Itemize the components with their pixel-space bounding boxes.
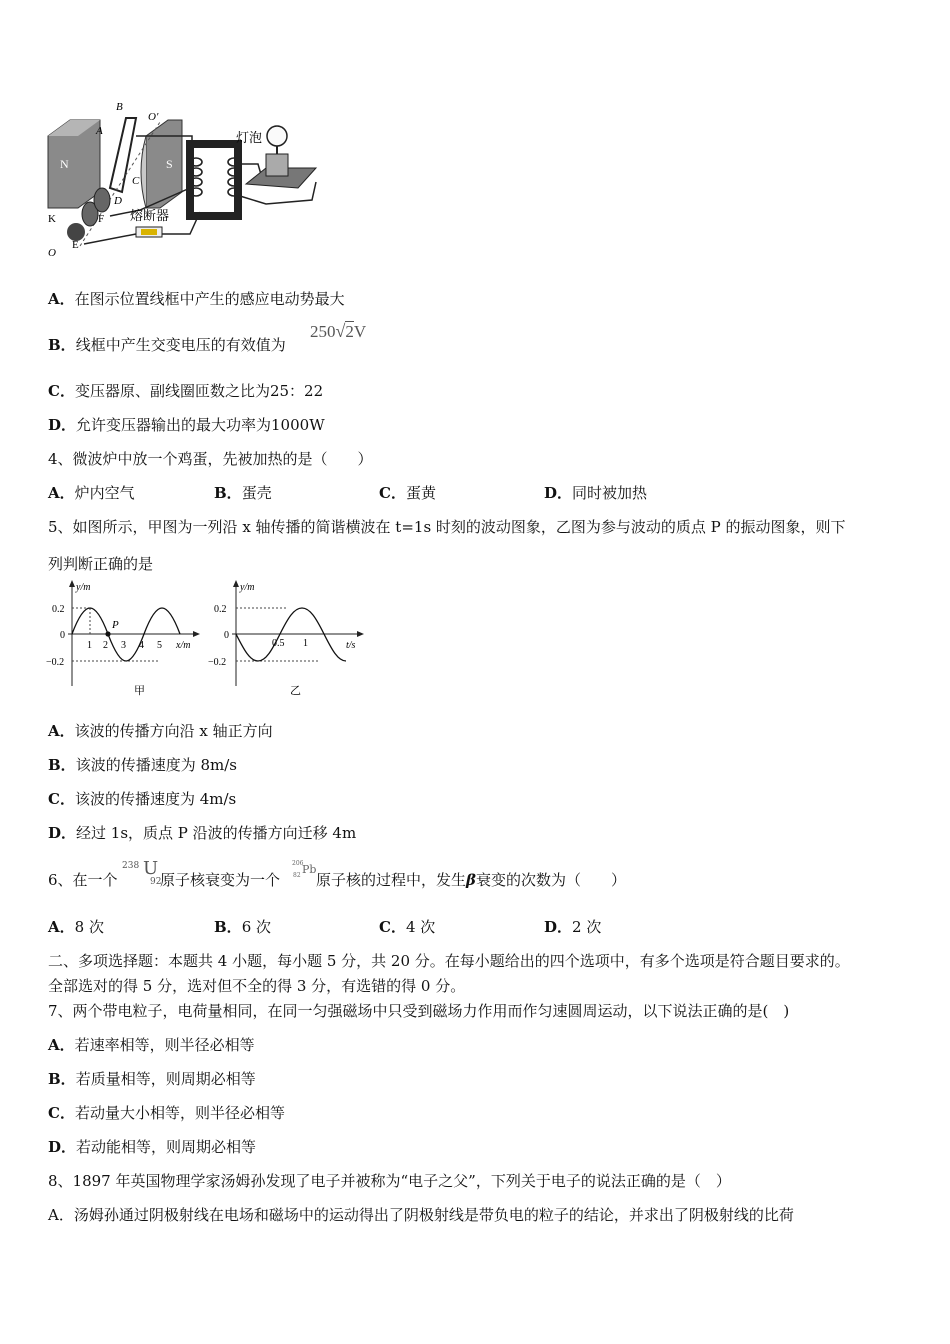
point-p <box>105 631 110 636</box>
q6-option-d[interactable] <box>544 916 601 937</box>
q5-option-b[interactable] <box>48 754 237 775</box>
magnet-n-label: N <box>60 157 69 171</box>
q7-option-b-letter: B． <box>48 1070 76 1088</box>
q6-option-a-letter: A． <box>48 918 75 936</box>
pb-element: Pb <box>302 863 317 876</box>
q7-option-d-letter: D． <box>48 1138 77 1156</box>
label-o-prime: O′ <box>148 111 159 123</box>
q5-option-b-text: 该波的传播速度为 8m/s <box>75 756 237 774</box>
label-b: B <box>116 101 123 113</box>
q6-option-b[interactable] <box>214 916 271 937</box>
formula-radicand: 2 <box>345 322 354 341</box>
q6-option-a[interactable] <box>48 916 104 937</box>
q3-option-a[interactable] <box>48 288 345 309</box>
jia-xlabel: x/m <box>176 640 191 651</box>
q4-stem: 4、微波炉中放一个鸡蛋，先被加热的是（ ） <box>48 450 373 468</box>
yi-ytick-zero: 0 <box>224 630 229 641</box>
q6-uranium-symbol <box>122 854 162 886</box>
q3-option-d-letter: D． <box>48 416 77 434</box>
q7-option-d[interactable] <box>48 1136 256 1157</box>
yi-ytick-top: 0.2 <box>214 604 227 615</box>
q7-option-b-text: 若质量相等，则周期必相等 <box>75 1070 256 1088</box>
q6-option-d-letter: D． <box>544 918 573 936</box>
fuse-label: 熔断器 <box>130 208 170 223</box>
q4-option-c[interactable] <box>379 482 436 503</box>
q3-option-d[interactable] <box>48 414 325 435</box>
q6-option-b-letter: B． <box>214 918 242 936</box>
jia-point-label: P <box>112 619 119 631</box>
jia-xtick-2: 2 <box>103 640 108 651</box>
q6-lead-symbol <box>292 860 318 888</box>
q3-option-c-text: 变压器原、副线圈匝数之比为25：22 <box>74 382 324 400</box>
q4-option-c-letter: C． <box>379 484 406 502</box>
u-atomic-number: 92 <box>149 877 162 887</box>
q6-stem-post-text: 原子核的过程中，发生 <box>316 871 467 889</box>
q5-option-a-letter: A． <box>48 722 75 740</box>
q8-stem: 8、1897 年英国物理学家汤姆孙发现了电子并被称为“电子之父”，下列关于电子的说法正确的是（ ） <box>48 1172 731 1190</box>
jia-xtick-1: 1 <box>87 640 92 651</box>
q3-option-b[interactable] <box>48 334 286 355</box>
q5-option-d[interactable] <box>48 822 356 843</box>
generator-figure <box>40 96 330 264</box>
u-mass-number: 238 <box>122 861 140 871</box>
q7-option-d-text: 若动能相等，则周期必相等 <box>76 1138 257 1156</box>
q3-option-b-letter: B． <box>48 336 76 354</box>
vibration-graph-yi <box>204 578 370 698</box>
q7-option-a-letter: A． <box>48 1036 75 1054</box>
q7-option-c[interactable] <box>48 1102 285 1123</box>
q5-option-a-text: 该波的传播方向沿 x 轴正方向 <box>74 722 273 740</box>
q4-option-a-letter: A． <box>48 484 75 502</box>
q6-option-b-text: 6 次 <box>241 918 271 936</box>
q7-option-a-text: 若速率相等，则半径必相等 <box>74 1036 255 1054</box>
q7-option-c-text: 若动量大小相等，则半径必相等 <box>74 1104 285 1122</box>
q4-option-b[interactable] <box>214 482 272 503</box>
jia-xtick-5: 5 <box>157 640 162 651</box>
label-e: E <box>72 239 79 251</box>
q6-option-a-text: 8 次 <box>74 918 104 936</box>
jia-ytick-top: 0.2 <box>52 604 65 615</box>
q4-option-a-text: 炉内空气 <box>74 484 135 502</box>
q5-option-d-letter: D． <box>48 824 77 842</box>
q3-option-b-text: 线框中产生交变电压的有效值为 <box>75 336 286 354</box>
jia-caption: 甲 <box>134 685 145 697</box>
formula-number: 250 <box>310 322 336 341</box>
q5-option-c-letter: C． <box>48 790 75 808</box>
beta-symbol: β <box>466 871 476 889</box>
q5-stem-line1: 5、如图所示，甲图为一列沿 x 轴传播的简谐横波在 t=1s 时刻的波动图象，乙图为参与波动的质点 P 的振动图象，则下 <box>48 518 846 536</box>
section2-heading-line2: 全部选对的得 5 分，选对但不全的得 3 分，有选错的得 0 分。 <box>48 977 466 995</box>
yi-xtick-half: 0.5 <box>272 638 285 649</box>
q3-option-c-letter: C． <box>48 382 75 400</box>
q6-stem-mid: 原子核衰变为一个 <box>160 871 281 889</box>
q5-option-c-text: 该波的传播速度为 4m/s <box>74 790 237 808</box>
q5-option-a[interactable] <box>48 720 273 741</box>
label-d: D <box>114 195 122 207</box>
q7-stem: 7、两个带电粒子，电荷量相同，在同一匀强磁场中只受到磁场力作用而作匀速圆周运动，以下说法正确的是( ) <box>48 1002 790 1020</box>
q6-option-d-text: 2 次 <box>572 918 602 936</box>
q4-option-d[interactable] <box>544 482 647 503</box>
q6-stem-post <box>316 869 626 890</box>
q4-option-d-text: 同时被加热 <box>572 484 648 502</box>
q3-option-a-letter: A． <box>48 290 75 308</box>
q4-option-c-text: 蛋黄 <box>405 484 436 502</box>
jia-ytick-zero: 0 <box>60 630 65 641</box>
q6-option-c-text: 4 次 <box>405 918 436 936</box>
pb-mass-number: 206 <box>292 860 304 867</box>
formula-unit: V <box>353 322 367 341</box>
jia-ytick-bottom: −0.2 <box>46 657 65 668</box>
q5-option-b-letter: B． <box>48 756 76 774</box>
q6-stem-pre: 6、在一个 <box>48 871 118 889</box>
section2-heading-line1: 二、多项选择题：本题共 4 小题，每小题 5 分，共 20 分。在每小题给出的四个选项中，有多个选项是符合题目要求的。 <box>48 952 850 970</box>
wave-graph-jia <box>44 578 204 698</box>
pb-atomic-number: 82 <box>293 872 301 879</box>
q3-option-b-formula: 250√2V <box>310 321 367 341</box>
yi-ylabel: y/m <box>240 582 255 593</box>
label-a: A <box>96 125 103 137</box>
label-o: O <box>48 247 56 259</box>
q7-option-a[interactable] <box>48 1034 255 1055</box>
q3-option-d-text: 允许变压器输出的最大功率为1000W <box>76 416 325 434</box>
q5-option-c[interactable] <box>48 788 236 809</box>
jia-xtick-3: 3 <box>121 640 126 651</box>
q4-option-a[interactable] <box>48 482 135 503</box>
bulb-label: 灯泡 <box>236 130 263 145</box>
q6-stem-post2-text: 衰变的次数为（ ） <box>475 871 626 889</box>
q3-option-c[interactable] <box>48 380 323 401</box>
q3-option-a-text: 在图示位置线框中产生的感应电动势最大 <box>74 290 345 308</box>
yi-xtick-one: 1 <box>303 638 308 649</box>
yi-caption: 乙 <box>290 685 301 697</box>
q5-option-d-text: 经过 1s，质点 P 沿波的传播方向迁移 4m <box>76 824 357 842</box>
q6-option-c-letter: C． <box>379 918 406 936</box>
jia-ylabel: y/m <box>76 582 91 593</box>
label-c: C <box>132 175 140 187</box>
q7-option-c-letter: C． <box>48 1104 75 1122</box>
u-element: U <box>143 858 159 879</box>
yi-xlabel: t/s <box>346 640 356 651</box>
q6-option-c[interactable] <box>379 916 435 937</box>
jia-xtick-4: 4 <box>139 640 144 651</box>
label-f: F <box>98 213 105 225</box>
q4-option-d-letter: D． <box>544 484 573 502</box>
magnet-s-label: S <box>166 157 173 171</box>
yi-ytick-bottom: −0.2 <box>208 657 227 668</box>
q8-option-a[interactable]: A．汤姆孙通过阴极射线在电场和磁场中的运动得出了阴极射线是带负电的粒子的结论，并求出了阴极射线的比荷 <box>48 1206 794 1224</box>
q7-option-b[interactable] <box>48 1068 256 1089</box>
q5-stem-line2: 列判断正确的是 <box>48 555 154 573</box>
q4-option-b-text: 蛋壳 <box>241 484 272 502</box>
label-k: K <box>48 213 56 225</box>
q4-option-b-letter: B． <box>214 484 242 502</box>
